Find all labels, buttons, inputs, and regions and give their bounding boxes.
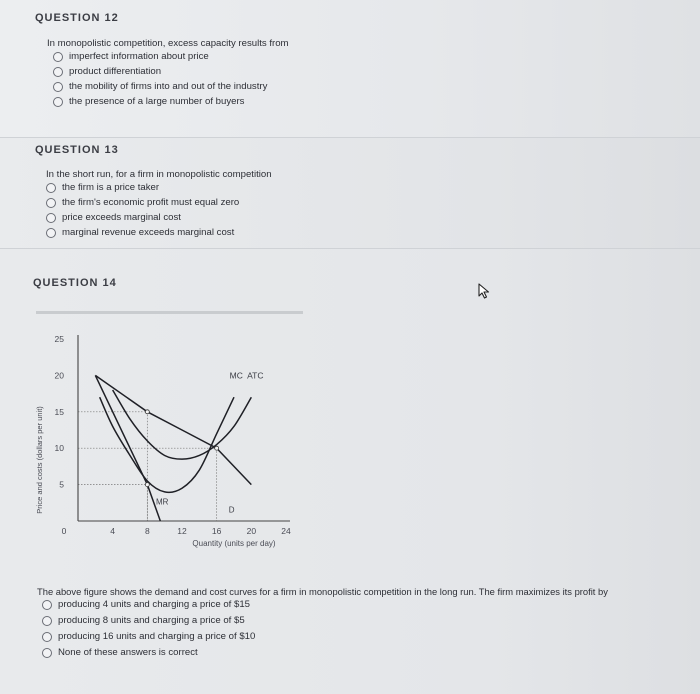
question-13-option-4[interactable]	[46, 227, 234, 238]
option-label: producing 16 units and charging a price of $10	[58, 631, 256, 642]
chart-series	[95, 375, 251, 521]
radio-button[interactable]	[42, 648, 52, 658]
option-label: the presence of a large number of buyers	[69, 96, 245, 107]
radio-button[interactable]	[53, 97, 63, 107]
question-14-prompt: The above figure shows the demand and cost curves for a firm in monopolistic competition in the long run. The firm maximizes its profit by	[37, 586, 608, 597]
question-13-option-1[interactable]	[46, 182, 159, 193]
figure-top-rule	[36, 311, 303, 314]
option-label: producing 4 units and charging a price of $15	[58, 599, 251, 610]
radio-button[interactable]	[42, 600, 52, 610]
chart-point	[145, 483, 149, 487]
x-tick-label: 0	[61, 526, 67, 536]
chart-point	[215, 446, 219, 450]
radio-button[interactable]	[46, 183, 56, 193]
x-axis-label: Quantity (units per day)	[192, 539, 276, 548]
x-tick-label: 16	[211, 526, 222, 536]
question-14-option-1[interactable]	[42, 599, 250, 610]
question-12-prompt: In monopolistic competition, excess capacity results from	[47, 38, 289, 49]
y-tick-labels	[55, 334, 65, 490]
question-14-panel	[0, 248, 700, 694]
option-label: product differentiation	[69, 66, 162, 77]
radio-button[interactable]	[46, 213, 56, 223]
series-d-curve	[95, 375, 251, 484]
option-label: price exceeds marginal cost	[62, 212, 181, 223]
mouse-cursor-icon	[478, 283, 492, 299]
option-label: imperfect information about price	[69, 51, 209, 62]
chart-point	[145, 410, 149, 414]
question-13-option-3[interactable]	[46, 212, 181, 223]
y-tick-label: 25	[54, 334, 64, 344]
x-tick-label: 4	[110, 526, 116, 536]
option-label: the firm is a price taker	[62, 182, 160, 193]
radio-button[interactable]	[42, 632, 52, 642]
radio-button[interactable]	[42, 616, 52, 626]
demand-curve-label: D	[228, 505, 235, 515]
radio-button[interactable]	[53, 82, 63, 92]
option-label: marginal revenue exceeds marginal cost	[62, 227, 235, 238]
question-12-option-1[interactable]	[53, 51, 209, 62]
option-label: None of these answers is correct	[58, 647, 198, 658]
question-13-option-2[interactable]	[46, 197, 239, 208]
question-14-title: QUESTION 14	[33, 277, 117, 289]
question-14-option-2[interactable]	[42, 615, 245, 626]
radio-button[interactable]	[53, 52, 63, 62]
y-tick-label: 5	[59, 479, 64, 490]
radio-button[interactable]	[53, 67, 63, 77]
mr-curve-label: MR	[156, 497, 169, 507]
series-mc-curve	[100, 397, 234, 492]
chart-dashed-guides	[78, 412, 217, 521]
mc-atc-curve-label: MC ATC	[229, 370, 264, 381]
y-tick-label: 10	[54, 443, 64, 454]
question-12-option-4[interactable]	[53, 96, 244, 107]
question-12-option-2[interactable]	[53, 66, 161, 77]
x-tick-label: 8	[144, 526, 150, 536]
question-14-option-3[interactable]	[42, 631, 255, 642]
question-13-title: QUESTION 13	[35, 144, 119, 156]
question-13-prompt: In the short run, for a firm in monopolistic competition	[46, 169, 272, 180]
option-label: the mobility of firms into and out of the industry	[69, 81, 268, 92]
radio-button[interactable]	[46, 228, 56, 238]
x-tick-label: 24	[281, 526, 291, 536]
question-12-option-3[interactable]	[53, 81, 267, 92]
radio-button[interactable]	[46, 198, 56, 208]
option-label: the firm's economic profit must equal zero	[62, 197, 240, 208]
cost-curves-chart	[30, 323, 320, 573]
series-atc-curve	[113, 390, 252, 459]
x-tick-label: 20	[246, 526, 257, 536]
question-13-panel	[0, 137, 700, 249]
question-12-panel	[0, 0, 700, 137]
question-14-option-4[interactable]	[42, 647, 198, 658]
option-label: producing 8 units and charging a price of $5	[58, 615, 245, 626]
x-tick-label: 12	[177, 526, 187, 536]
y-tick-label: 15	[54, 406, 64, 417]
y-tick-label: 20	[54, 370, 64, 381]
x-tick-labels	[62, 526, 291, 536]
y-axis-label: Price and costs (dollars per unit)	[35, 406, 44, 514]
question-12-title: QUESTION 12	[35, 12, 119, 24]
